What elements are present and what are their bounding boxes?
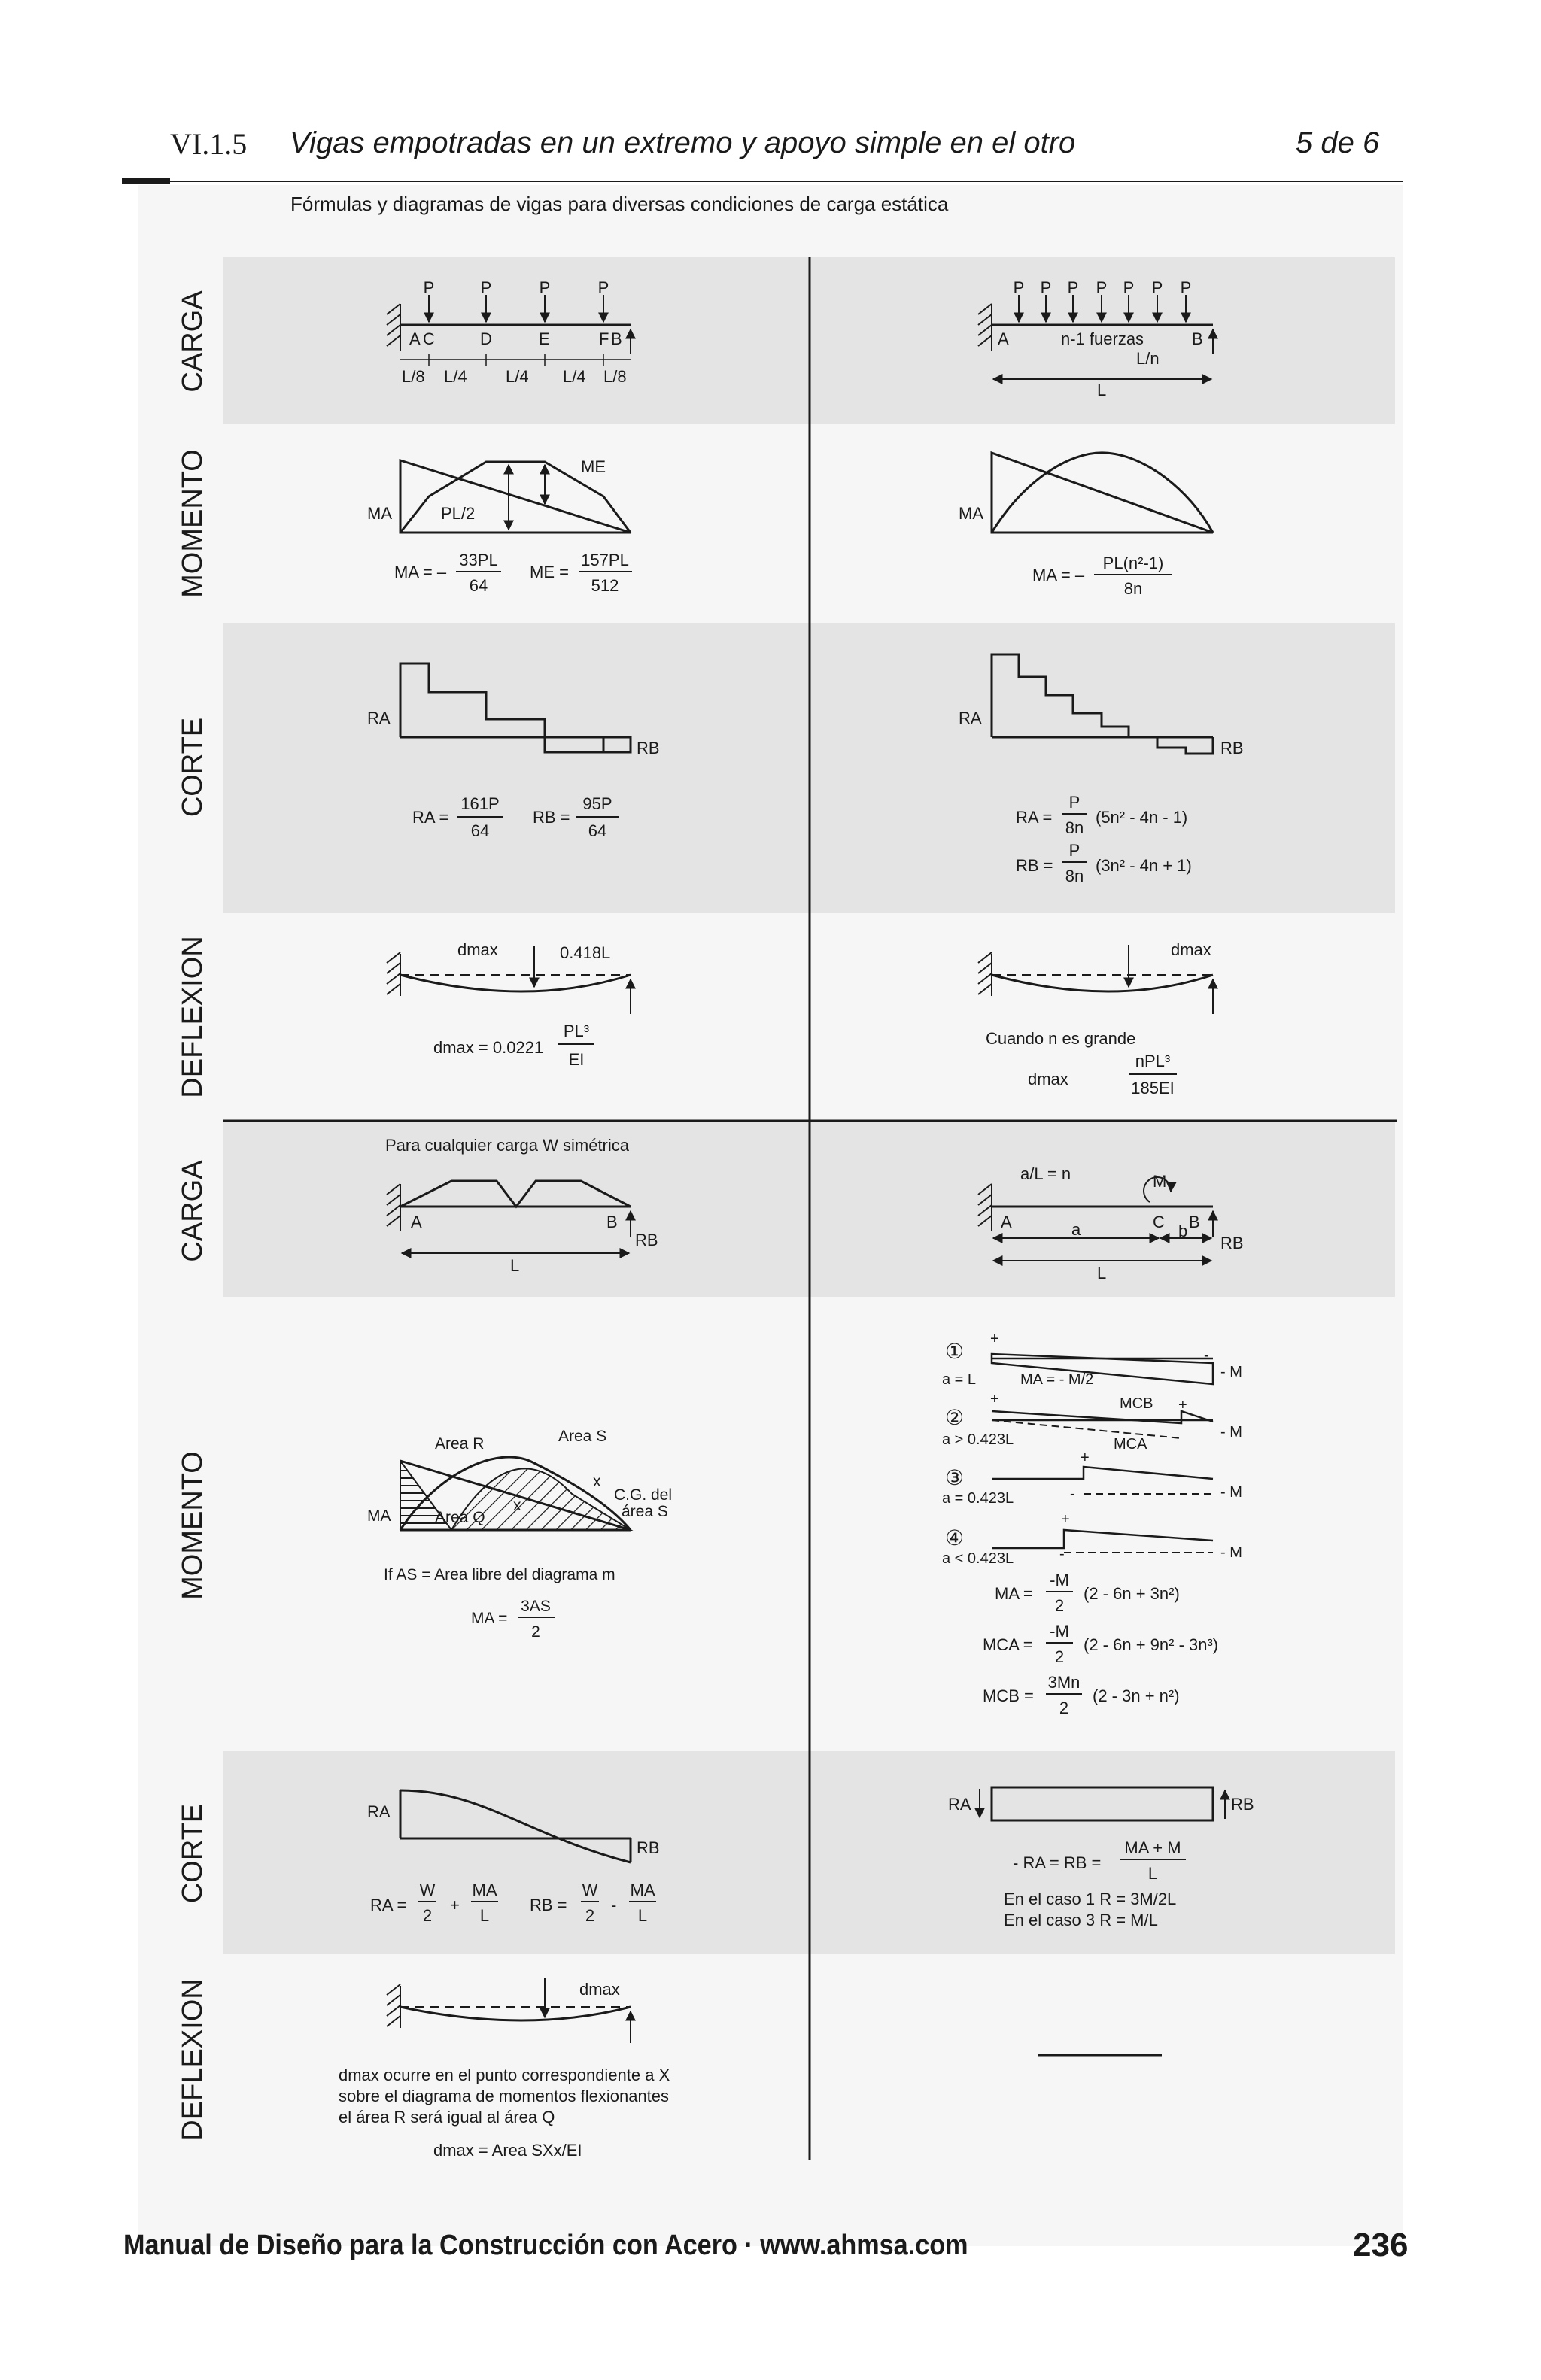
- svg-text:-: -: [1070, 1486, 1075, 1502]
- span-4: L/4: [563, 367, 586, 386]
- svg-text:P: P: [1067, 278, 1079, 297]
- deflection-formula: dmax = Area SXx/EI: [433, 2141, 582, 2160]
- footer-page-number: 236: [1353, 2227, 1409, 2263]
- svg-text:MCA: MCA: [1114, 1436, 1147, 1453]
- row-label-carga-2: CARGA: [177, 1160, 208, 1262]
- formula-dmax: dmax = 0.0221: [433, 1038, 544, 1057]
- svg-text:RB: RB: [635, 1231, 658, 1249]
- dist-label: 0.418L: [560, 943, 611, 962]
- svg-text:64: 64: [470, 821, 490, 840]
- deflection-note-3: el área R será igual al área Q: [339, 2108, 555, 2127]
- case-2-num: ②: [945, 1406, 965, 1429]
- formula-ma: MA =: [471, 1610, 508, 1627]
- load-p2: P: [480, 278, 492, 297]
- svg-text:2: 2: [1054, 1596, 1065, 1615]
- svg-text:2: 2: [1059, 1698, 1069, 1717]
- svg-text:RA: RA: [959, 709, 982, 727]
- span-2: L/4: [444, 367, 467, 386]
- svg-text:a = 0.423L: a = 0.423L: [942, 1490, 1014, 1507]
- span-ln: L/n: [1136, 349, 1160, 368]
- formula-ra: RA =: [412, 808, 449, 827]
- formula-rb: RB =: [533, 808, 570, 827]
- svg-text:RB: RB: [1231, 1795, 1254, 1814]
- svg-text:8n: 8n: [1065, 818, 1084, 837]
- svg-text:MCA =: MCA =: [983, 1635, 1033, 1654]
- point-e: E: [539, 329, 550, 348]
- svg-text:a = L: a = L: [942, 1371, 977, 1388]
- svg-text:Area Q: Area Q: [435, 1509, 485, 1526]
- rb-label: RB: [637, 739, 660, 757]
- svg-text:RB: RB: [637, 1838, 660, 1857]
- svg-text:RB: RB: [1220, 1234, 1244, 1252]
- point-b: B: [1192, 329, 1203, 348]
- svg-text:MA =: MA =: [995, 1584, 1033, 1603]
- load-p1: P: [423, 278, 435, 297]
- svg-text:2: 2: [422, 1906, 433, 1925]
- svg-text:(2 - 3n + n²): (2 - 3n + n²): [1093, 1686, 1180, 1705]
- svg-text:P: P: [1123, 278, 1135, 297]
- dmax-label: dmax: [457, 940, 498, 959]
- row-label-corte-1: CORTE: [177, 717, 208, 818]
- formula-ma: MA = –: [394, 563, 447, 581]
- svg-text:B: B: [1189, 1213, 1200, 1231]
- svg-text:B: B: [606, 1213, 618, 1231]
- svg-text:- M: - M: [1220, 1364, 1242, 1380]
- point-c: C: [423, 329, 435, 348]
- svg-text:+: +: [1081, 1450, 1090, 1466]
- svg-text:(3n² - 4n + 1): (3n² - 4n + 1): [1096, 856, 1192, 875]
- svg-text:área S: área S: [622, 1503, 668, 1520]
- svg-text:W: W: [582, 1881, 598, 1899]
- svg-text:P: P: [1068, 793, 1081, 812]
- svg-text:64: 64: [469, 576, 488, 595]
- svg-text:-: -: [1059, 1546, 1065, 1562]
- svg-text:nPL³: nPL³: [1135, 1052, 1171, 1070]
- svg-text:8n: 8n: [1065, 867, 1084, 885]
- page-counter: 5 de 6: [1296, 126, 1380, 159]
- length-l: L: [1097, 381, 1107, 399]
- svg-text:MA + M: MA + M: [1124, 1838, 1181, 1857]
- svg-text:P: P: [1040, 278, 1052, 297]
- load-p3: P: [539, 278, 551, 297]
- pl2-label: PL/2: [441, 504, 476, 523]
- svg-text:3AS: 3AS: [521, 1598, 551, 1615]
- if-as-text: If AS = Area libre del diagrama m: [384, 1566, 615, 1583]
- row-label-momento-2: MOMENTO: [177, 1451, 208, 1600]
- span-5: L/8: [603, 367, 627, 386]
- svg-text:+: +: [990, 1331, 999, 1347]
- row-label-carga-1: CARGA: [177, 290, 208, 393]
- load-p4: P: [597, 278, 609, 297]
- svg-text:a < 0.423L: a < 0.423L: [942, 1550, 1014, 1567]
- svg-text:a/L = n: a/L = n: [1020, 1164, 1071, 1183]
- svg-text:RA: RA: [367, 1802, 391, 1821]
- svg-text:P: P: [1068, 841, 1081, 860]
- svg-text:95P: 95P: [582, 794, 612, 813]
- case3-deflection: [339, 1978, 670, 2160]
- subtitle: Fórmulas y diagramas de vigas para diversas condiciones de carga estática: [290, 193, 949, 215]
- svg-text:- M: - M: [1220, 1544, 1242, 1561]
- svg-text:A: A: [411, 1213, 422, 1231]
- svg-text:-M: -M: [1050, 1571, 1069, 1589]
- deflection-note-2: sobre el diagrama de momentos flexionantes: [339, 2087, 670, 2105]
- svg-text:MA: MA: [472, 1881, 497, 1899]
- svg-text:L: L: [637, 1906, 648, 1925]
- svg-text:x: x: [593, 1473, 601, 1490]
- point-a: A: [409, 329, 421, 348]
- svg-text:Area S: Area S: [558, 1428, 607, 1445]
- svg-text:P: P: [1151, 278, 1163, 297]
- svg-text:2: 2: [585, 1906, 595, 1925]
- svg-text:- M: - M: [1220, 1424, 1242, 1440]
- svg-text:Area R: Area R: [435, 1435, 485, 1453]
- me-label: ME: [581, 457, 606, 476]
- svg-text:+: +: [1178, 1397, 1187, 1413]
- span-3: L/4: [506, 367, 529, 386]
- svg-text:dmax: dmax: [1171, 940, 1211, 959]
- symmetric-note: Para cualquier carga W simétrica: [385, 1136, 630, 1155]
- svg-text:- M: - M: [1220, 1484, 1242, 1501]
- svg-text:+: +: [1061, 1511, 1070, 1528]
- formula-ra: RA =: [1016, 808, 1053, 827]
- ma-label: MA: [367, 504, 392, 523]
- svg-text:512: 512: [591, 576, 619, 595]
- svg-text:a > 0.423L: a > 0.423L: [942, 1431, 1014, 1448]
- svg-text:C.G. del: C.G. del: [614, 1486, 673, 1504]
- svg-text:P: P: [1013, 278, 1025, 297]
- svg-text:-: -: [1204, 1347, 1209, 1364]
- page-title: Vigas empotradas en un extremo y apoyo simple en el otro: [290, 126, 1076, 159]
- row-label-deflexion-1: DEFLEXION: [177, 936, 208, 1098]
- footer-manual: Manual de Diseño para la Construcción con Acero · www.ahmsa.com: [123, 2230, 968, 2261]
- case1-deflection: [387, 940, 631, 1069]
- case3-moment: [367, 1428, 672, 1641]
- section-number: VI.1.5: [170, 127, 248, 161]
- case-1-num: ①: [945, 1340, 965, 1363]
- case1-moment: [367, 457, 632, 595]
- case2-moment: [959, 453, 1213, 598]
- svg-text:RB =: RB =: [530, 1896, 567, 1914]
- svg-text:- RA = RB =: - RA = RB =: [1013, 1853, 1102, 1872]
- svg-text:dmax: dmax: [1028, 1070, 1068, 1088]
- svg-text:(2 - 6n + 3n²): (2 - 6n + 3n²): [1084, 1584, 1180, 1603]
- svg-text:185EI: 185EI: [1131, 1079, 1175, 1097]
- formula-me: ME =: [530, 563, 569, 581]
- svg-text:161P: 161P: [460, 794, 500, 813]
- svg-text:157PL: 157PL: [581, 551, 629, 569]
- case-4-num: ④: [945, 1526, 965, 1550]
- case-3-num: ③: [945, 1466, 965, 1489]
- svg-text:+: +: [990, 1391, 999, 1407]
- point-f: F: [599, 329, 609, 348]
- row-label-corte-2: CORTE: [177, 1803, 208, 1904]
- svg-text:-: -: [611, 1896, 617, 1914]
- svg-text:MCB: MCB: [1120, 1395, 1153, 1412]
- svg-text:M: M: [1153, 1172, 1167, 1191]
- svg-text:L: L: [1147, 1864, 1158, 1883]
- deflection-note-1: dmax ocurre en el punto correspondiente a X: [339, 2066, 670, 2084]
- svg-text:64: 64: [588, 821, 607, 840]
- svg-text:MCB =: MCB =: [983, 1686, 1034, 1705]
- svg-text:C: C: [1153, 1213, 1165, 1231]
- svg-text:W: W: [419, 1881, 436, 1899]
- n-1-fuerzas: n-1 fuerzas: [1061, 329, 1144, 348]
- svg-text:(2 - 6n + 9n² - 3n³): (2 - 6n + 9n² - 3n³): [1084, 1635, 1219, 1654]
- row-label-deflexion-2: DEFLEXION: [177, 1978, 208, 2141]
- svg-text:RA: RA: [948, 1795, 971, 1814]
- svg-text:RA =: RA =: [370, 1896, 407, 1914]
- svg-text:EI: EI: [568, 1050, 585, 1069]
- svg-text:En el caso 3 R = M/L: En el caso 3 R = M/L: [1004, 1911, 1158, 1929]
- svg-text:MA: MA: [959, 504, 983, 523]
- svg-text:(5n² - 4n - 1): (5n² - 4n - 1): [1096, 808, 1188, 827]
- svg-text:x: x: [513, 1497, 521, 1514]
- svg-text:MA = - M/2: MA = - M/2: [1020, 1371, 1094, 1388]
- svg-text:-M: -M: [1050, 1622, 1069, 1641]
- point-b: B: [611, 329, 622, 348]
- svg-text:8n: 8n: [1123, 579, 1143, 598]
- svg-text:MA: MA: [367, 1507, 391, 1525]
- span-1: L/8: [402, 367, 425, 386]
- svg-text:L: L: [479, 1906, 490, 1925]
- svg-text:RB: RB: [1220, 739, 1244, 757]
- point-a: A: [998, 329, 1009, 348]
- svg-text:PL³: PL³: [563, 1022, 590, 1040]
- svg-text:dmax: dmax: [579, 1980, 620, 1999]
- svg-text:33PL: 33PL: [459, 551, 498, 569]
- case4-moment: [942, 1331, 1242, 1717]
- svg-text:A: A: [1001, 1213, 1012, 1231]
- formula-rb: RB =: [1016, 856, 1053, 875]
- svg-text:a: a: [1071, 1220, 1081, 1239]
- formula-ma: MA = –: [1032, 566, 1085, 584]
- svg-text:P: P: [1096, 278, 1108, 297]
- svg-text:MA: MA: [630, 1881, 655, 1899]
- svg-text:P: P: [1180, 278, 1192, 297]
- cuando-n-grande: Cuando n es grande: [986, 1029, 1136, 1048]
- svg-text:L: L: [510, 1256, 520, 1275]
- svg-text:2: 2: [531, 1623, 540, 1641]
- svg-text:2: 2: [1054, 1647, 1065, 1666]
- svg-text:3Mn: 3Mn: [1047, 1673, 1081, 1692]
- svg-text:PL(n²-1): PL(n²-1): [1102, 554, 1164, 572]
- case2-deflection: [978, 940, 1213, 1097]
- svg-text:En el caso 1 R = 3M/2L: En el caso 1 R = 3M/2L: [1004, 1890, 1177, 1908]
- svg-text:b: b: [1178, 1222, 1188, 1240]
- svg-text:+: +: [450, 1896, 460, 1914]
- row-label-momento-1: MOMENTO: [177, 449, 208, 598]
- svg-text:L: L: [1097, 1264, 1107, 1283]
- ra-label: RA: [367, 709, 391, 727]
- point-d: D: [480, 329, 492, 348]
